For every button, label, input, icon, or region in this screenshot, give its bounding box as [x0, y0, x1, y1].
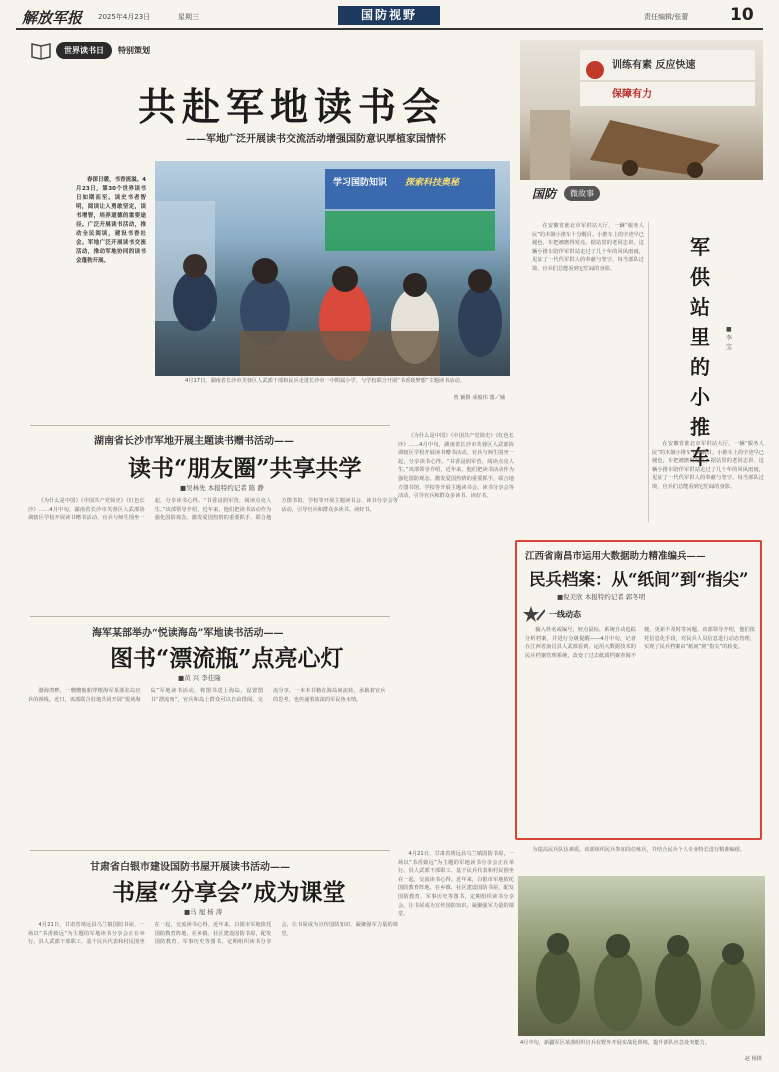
story3-body-2	[398, 850, 514, 1060]
column-rule	[648, 222, 649, 522]
right-photo-sign-2: 保障有力	[612, 89, 652, 100]
right-story-text-2: 在安徽省淮北市军供站大厅，一辆“服务人民”的木制小推车十分醒目。小推车上的字迹早已褪色，车把被磨得发亮。据站里的老同志讲，这辆小推车陪伴军供站走过了几十年的风风雨雨，见证了一代代军供人的奉献与坚守。每当部队过境，官兵们总能看到它忙碌的身影。	[652, 441, 764, 490]
right-story-headline: 军供站里的小推车	[690, 235, 710, 469]
highlight-byline: ■倪美欣 本报特约记者 郭冬明	[557, 593, 646, 601]
micro-story-tag	[532, 186, 600, 201]
story1-byline: ■吴林先 本报特约记者 陈 静	[180, 484, 264, 492]
right-story-text: 在安徽省淮北市军供站大厅，一辆“服务人民”的木制小推车十分醒目。小推车上的字迹早已褪色，车把被磨得发亮。据站里的老同志讲，这辆小推车陪伴军供站走过了几十年的风风雨雨，见证了一代代军供人的奉献与坚守。每当部队过境，官兵们总能看到它忙碌的身影。	[532, 223, 644, 272]
lead-subhead: ——军地广泛开展读书交流活动增强国防意识厚植家国情怀	[186, 134, 446, 145]
lead-intro-text: 春深日暖，书香流溢。4月23日，第30个世界读书日如期而至。读史书者智明，阅读让人勇敢坚定，读书增智，培养道德的重要途径。广泛开展读书活动，推动全民阅读，建设书香社会。军地广泛开展读书交流活动，推动军地协同的读书会蓬勃开展。	[76, 177, 146, 264]
story1-text: 《为什么是中国》《中国共产党简史》《红色长沙》……4月中旬，湖南省长沙市芙蓉区人武部协调辖区学校开展读书赠书活动。官兵与师生围坐一起，分享读书心得。“书香浸润军营，阅读点亮人生。”该部领导介绍，近年来，他们把读书活动作为强化国防观念、激发爱国热情的重要抓手，联合地方图书馆、学校等开展主题读书会、读书分享会等活动，引导官兵和群众多读书、读好书。	[28, 498, 398, 522]
paper-name: 解放军报	[22, 9, 83, 27]
story2-headline: 图书“漂流瓶”点亮心灯	[110, 645, 344, 672]
highlight-body	[525, 626, 755, 836]
masthead-rule	[16, 28, 763, 30]
issue-weekday: 星期三	[178, 13, 199, 21]
highlight-story	[515, 540, 762, 840]
middle-column-text: 《为什么是中国》《中国共产党简史》《红色长沙》……4月中旬，湖南省长沙市芙蓉区人武部协调辖区学校开展读书赠书活动。官兵与师生围坐一起，分享读书心得。“书香浸润军营，阅读点亮人生。”该部领导介绍，近年来，他们把读书活动作为强化国防观念、激发爱国热情的重要抓手，联合地方图书馆、学校等开展主题读书会、读书分享会等活动，引导官兵和群众多读书、读好书。	[398, 433, 514, 500]
story3-body	[28, 921, 398, 1061]
page-editor: 责任编辑/张蕾	[644, 13, 689, 21]
highlight-text: 输入姓名或编号，轻点鼠标，系统自动追踪分析档案，并进行分级提醒——4月中旬，记者在江西省南昌县人武部看到，运用大数据技术的民兵档案管理系统，改变了过去纸质档案查阅不便、更新不及时等问题。该部领导介绍，他们依托信息化手段，对民兵人员信息进行动态管理，实现了民兵档案由“纸间”到“指尖”的转变。	[525, 627, 755, 659]
front-line-label	[523, 606, 581, 622]
right-story-author: ■ 李 宝	[726, 326, 733, 351]
story3-text: 4月21日，甘肃省靖远县乌兰镇国防书屋，一场以“书香致远”为主题的军地读书分享会正在举行。县人武部干部职工、基干民兵代表和村民围坐在一起，交流读书心得。近年来，白银市军地依托国防教育阵地，在乡镇、社区建设国防书屋，配发国防教育、军事历史等图书，定期组织读书分享会，让书屋成为宣传国防知识、凝聚强军力量的课堂。	[28, 922, 398, 946]
story3-kicker: 甘肃省白银市建设国防书屋开展读书活动——	[90, 862, 290, 873]
banner-sign-1: 学习国防知识	[333, 178, 388, 188]
right-story-body	[532, 222, 644, 522]
middle-column-body	[398, 432, 514, 602]
highlight-kicker: 江西省南昌市运用大数据助力精准编兵——	[525, 551, 706, 562]
lead-intro	[76, 176, 146, 376]
issue-date: 2025年4月23日	[98, 13, 151, 21]
front-line-label-text: 一线动态	[549, 609, 581, 619]
micro-story-tag-word: 国防	[532, 186, 557, 201]
story2-byline: ■黄 兴 李佳隆	[178, 674, 221, 682]
right-photo-sign-1: 训练有素 反应快速	[612, 60, 696, 71]
lead-photo	[155, 161, 510, 376]
story2-kicker: 海军某部举办“悦读海岛”军地读书活动——	[92, 628, 284, 639]
lead-photo-caption: 4月17日，湖南省长沙市芙蓉区人武部干部和民兵走进长沙市一中附属小学，与学校联合开展“书香致梦想”主题读书活动。	[185, 378, 465, 384]
lead-headline: 共赴军地读书会	[138, 84, 447, 129]
micro-story-tag-label: 微故事	[564, 186, 600, 201]
bottom-right-caption: 4月中旬，新疆军区某部组织官兵在野外开展实战化训练，提升部队应急处突能力。	[520, 1040, 711, 1046]
banner-sign-2: 探索科技奥秘	[405, 178, 460, 188]
story1-kicker: 湖南省长沙市军地开展主题读书赠书活动——	[94, 436, 294, 447]
right-story-photo	[520, 40, 763, 180]
story3-text-2: 4月21日，甘肃省靖远县乌兰镇国防书屋，一场以“书香致远”为主题的军地读书分享会正在举行。县人武部干部职工、基干民兵代表和村民围坐在一起，交流读书心得。近年来，白银市军地依托国防教育阵地，在乡镇、社区建设国防书屋，配发国防教育、军事历史等图书，定期组织读书分享会，让书屋成为宣传国防知识、凝聚强军力量的课堂。	[398, 851, 514, 918]
book-icon	[30, 40, 52, 60]
bottom-right-credit: 赵 杨摄	[744, 1056, 762, 1062]
story1-body	[28, 497, 398, 597]
section-divider-3	[30, 850, 390, 851]
section-divider	[30, 425, 390, 426]
special-badge	[30, 40, 150, 60]
highlight-headline: 民兵档案：从“纸间”到“指尖”	[529, 570, 749, 589]
bottom-right-body	[522, 846, 762, 876]
bottom-right-text: 为提高民兵队伍素质，该部组织民兵参加岗位练兵，并结合民兵个人专业特长进行精准编组。	[532, 847, 746, 853]
star-icon	[523, 606, 545, 622]
section-divider-2	[30, 616, 390, 617]
story1-headline: 读书“朋友圈”共享共学	[128, 455, 362, 482]
section-title: 国防视野	[338, 6, 440, 25]
badge-title: 世界读书日	[56, 42, 112, 59]
story3-headline: 书屋“分享会”成为课堂	[112, 879, 346, 906]
story3-byline: ■马 旭 杨 涛	[184, 908, 223, 916]
lead-photo-credit: 曾 颖摄 成俊伟 图／辅	[453, 395, 505, 401]
page-number: 10	[730, 5, 754, 25]
right-story-body-2	[652, 440, 764, 540]
bottom-right-photo	[518, 876, 765, 1036]
badge-subtitle: 特别策划	[118, 45, 150, 55]
story2-body	[28, 687, 508, 817]
story2-text: 渤海湾畔，一艘艘船舶穿梭海军某部驻岛官兵的视线。近日，该部联合驻地共同开展“悦读海岛”军地读书活动，将图书送上海岛，设置图书“漂流角”，官兵和岛上群众可以自由借阅、交流分享。一本本书籍在海岛间流转，承载着官兵的思考，也传递着浓浓的军民鱼水情。	[28, 688, 386, 703]
